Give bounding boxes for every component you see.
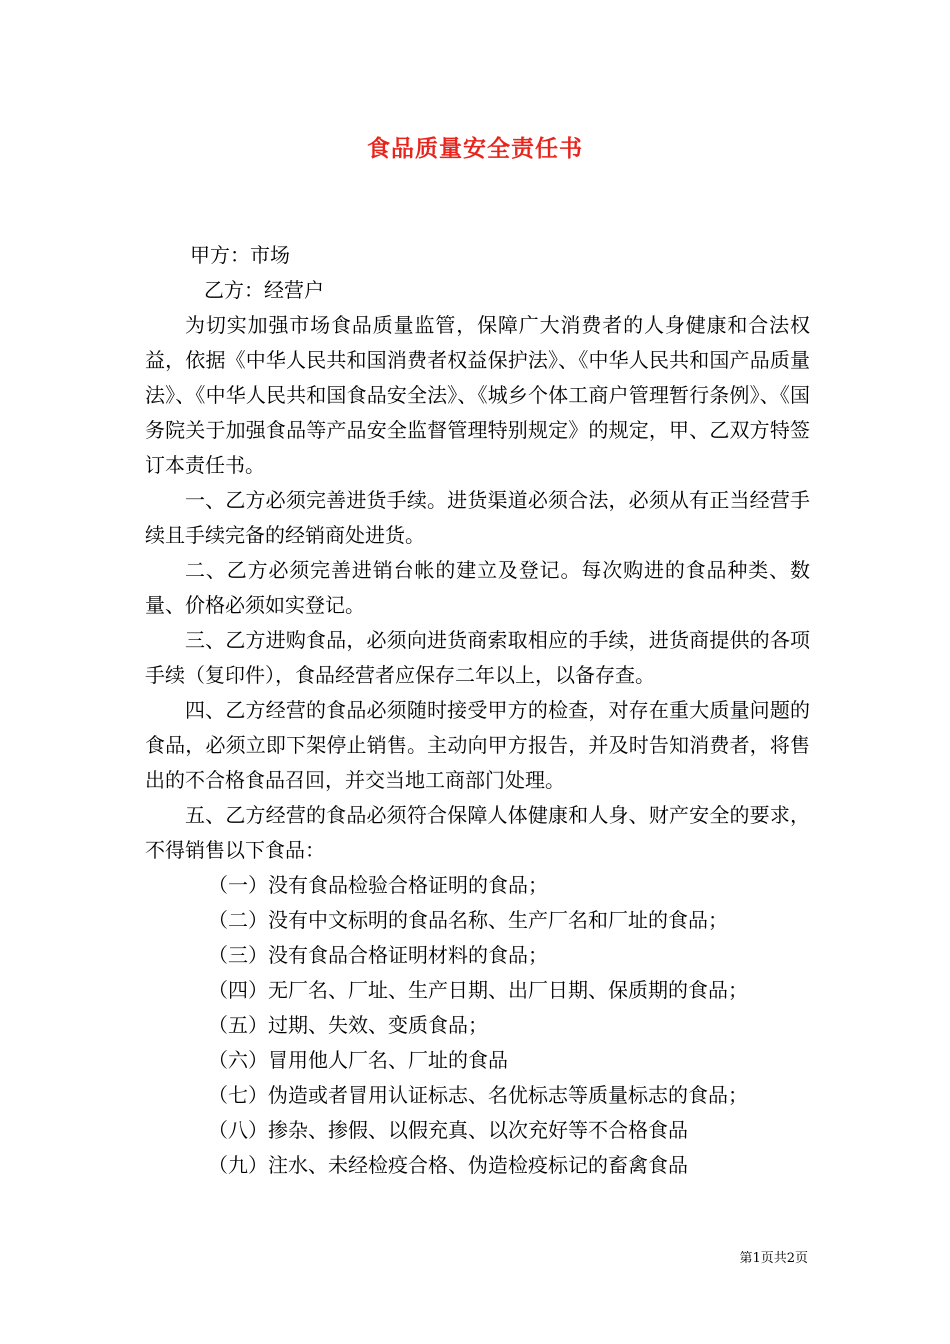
clause-5: 五、乙方经营的食品必须符合保障人体健康和人身、财产安全的要求，不得销售以下食品： bbox=[145, 803, 810, 862]
prohibited-item-6: （六）冒用他人厂名、厂址的食品 bbox=[208, 1048, 508, 1072]
clause-3: 三、乙方进购食品，必须向进货商索取相应的手续，进货商提供的各项手续（复印件），食品经营者应保存二年以上，以备存查。 bbox=[145, 628, 810, 687]
prohibited-item-2: （二）没有中文标明的食品名称、生产厂名和厂址的食品； bbox=[208, 908, 728, 932]
prohibited-item-1: （一）没有食品检验合格证明的食品； bbox=[208, 873, 548, 897]
prohibited-item-7: （七）伪造或者冒用认证标志、名优标志等质量标志的食品； bbox=[208, 1083, 748, 1107]
document-body bbox=[145, 238, 810, 1183]
intro-paragraph: 为切实加强市场食品质量监管，保障广大消费者的人身健康和合法权益，依据《中华人民共和国消费者权益保护法》、《中华人民共和国产品质量法》、《中华人民共和国食品安全法》、《城乡个体工商户管理暂行条例》、《国务院关于加强食品等产品安全监督管理特别规定》的规定，甲、乙双方特签订本责任书。 bbox=[145, 313, 810, 477]
prohibited-item-4: （四）无厂名、厂址、生产日期、出厂日期、保质期的食品； bbox=[208, 978, 748, 1002]
clause-2: 二、乙方必须完善进销台帐的建立及登记。每次购进的食品种类、数量、价格必须如实登记。 bbox=[145, 558, 810, 617]
prohibited-item-5: （五）过期、失效、变质食品； bbox=[208, 1013, 488, 1037]
prohibited-item-8: （八）掺杂、掺假、以假充真、以次充好等不合格食品 bbox=[208, 1118, 688, 1142]
page-number: 第1页共2页 bbox=[739, 1251, 808, 1266]
prohibited-item-9: （九）注水、未经检疫合格、伪造检疫标记的畜禽食品 bbox=[208, 1153, 688, 1177]
party-b-line: 乙方：经营户 bbox=[204, 278, 324, 302]
document-title: 食品质量安全责任书 bbox=[367, 135, 583, 162]
clause-1: 一、乙方必须完善进货手续。进货渠道必须合法，必须从有正当经营手续且手续完备的经销商处进货。 bbox=[145, 488, 810, 547]
clause-4: 四、乙方经营的食品必须随时接受甲方的检查，对存在重大质量问题的食品，必须立即下架停止销售。主动向甲方报告，并及时告知消费者，将售出的不合格食品召回，并交当地工商部门处理。 bbox=[145, 698, 810, 792]
party-a-line: 甲方：市场 bbox=[190, 243, 290, 267]
prohibited-item-3: （三）没有食品合格证明材料的食品； bbox=[208, 943, 548, 967]
